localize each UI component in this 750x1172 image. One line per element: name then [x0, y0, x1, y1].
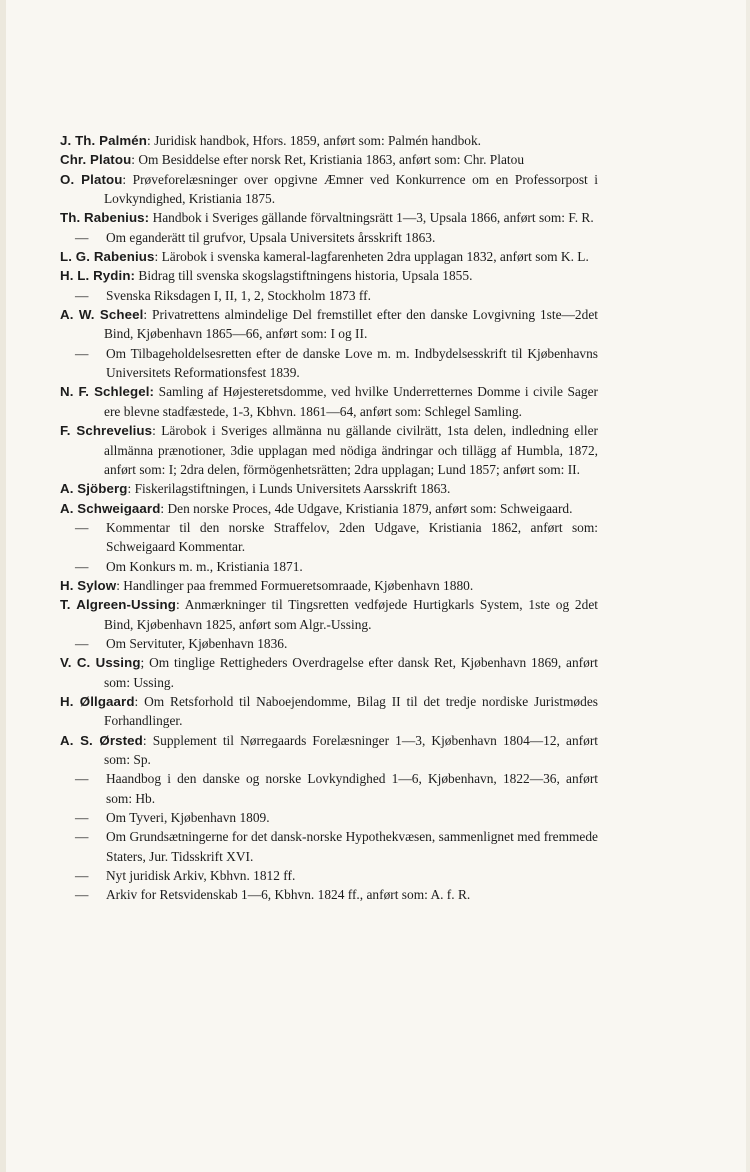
author-name: H. L. Rydin: [60, 268, 136, 284]
ditto-dash: — [75, 868, 89, 884]
bibliography-entry [60, 150, 598, 169]
entry-text: Om Tilbageholdelsesretten efter de danske Love m. m. Indbydelsesskrift til Kjøbenhavns Universitets Reformationsfest 1839. [106, 345, 598, 381]
author-name: Chr. Platou [60, 152, 132, 168]
bibliography-entry [60, 731, 598, 770]
author-name: Th. Rabenius: [60, 210, 150, 226]
author-name: H. Sylow [60, 577, 117, 593]
bibliography-entry [60, 131, 598, 150]
entry-text: : Handlinger paa fremmed Formueretsomraade, Kjøbenhavn 1880. [116, 577, 474, 593]
bibliography-entry [60, 421, 598, 479]
ditto-dash: — [75, 287, 89, 303]
author-name: V. C. Ussing [60, 655, 141, 671]
ditto-dash: — [75, 345, 89, 361]
author-name: F. Schrevelius [60, 423, 153, 439]
entry-text: : Lärobok i svenska kameral-lagfarenheten 2dra upplagan 1832, anført som K. L. [154, 249, 589, 265]
entry-text: Haandbog i den danske og norske Lovkyndighed 1—6, Kjøbenhavn, 1822—36, anført som: Hb. [106, 771, 598, 806]
bibliography-entry [60, 170, 598, 209]
entry-text: : Fiskerilagstiftningen, i Lunds Universitets Aarsskrift 1863. [127, 481, 451, 497]
author-name: A. S. Ørsted [60, 732, 143, 748]
ditto-dash: — [75, 635, 89, 651]
bibliography-entry [60, 208, 598, 227]
bibliography-entry [60, 382, 598, 421]
author-name: A. Schweigaard [60, 500, 161, 516]
ditto-dash: — [75, 810, 89, 826]
bibliography-list [60, 131, 598, 905]
bibliography-subentry [60, 518, 598, 557]
ditto-dash: — [75, 229, 89, 245]
bibliography-entry [60, 305, 598, 344]
ditto-dash: — [75, 771, 89, 787]
entry-text: Om eganderätt til grufvor, Upsala Universitets årsskrift 1863. [106, 229, 436, 245]
bibliography-subentry [60, 808, 598, 827]
entry-text: Arkiv for Retsvidenskab 1—6, Kbhvn. 1824 ff., anført som: A. f. R. [106, 887, 471, 903]
entry-text: Om Servituter, Kjøbenhavn 1836. [106, 635, 288, 651]
bibliography-subentry [60, 866, 598, 885]
bibliography-entry [60, 499, 598, 518]
bibliography-subentry [60, 885, 598, 904]
author-name: H. Øllgaard [60, 693, 135, 709]
ditto-dash: — [75, 558, 89, 574]
author-name: N. F. Schlegel: [60, 384, 155, 400]
bibliography-subentry [60, 769, 598, 808]
ditto-dash: — [75, 519, 89, 535]
bibliography-subentry [60, 286, 598, 305]
entry-text: : Juridisk handbok, Hfors. 1859, anført som: Palmén handbok. [147, 133, 482, 148]
entry-text: : Anmærkninger til Tingsretten vedføjede Hurtigkarls System, 1ste og 2det Bind, Kjøbenhavn 1825, anført som Algr.-Ussing. [104, 597, 598, 632]
entry-text: Om Grundsætningerne for det dansk-norske Hypothekvæsen, sammenlignet med fremmede Staters, Jur. Tidsskrift XVI. [106, 829, 598, 864]
entry-text: : Lärobok i Sveriges allmänna nu gällande civilrätt, 1sta delen, indledning eller allmänna prænotioner, 3die upplagan med nödiga ändringar och tillägg af Humbla, 1872, anført som: I; 2dra delen, förmögenhetsrätten; 2dra upplagan; Lund 1857; anført som: II. [104, 423, 598, 477]
bibliography-subentry [60, 344, 598, 383]
entry-text: : Om Retsforhold til Naboejendomme, Bilag II til det tredje nordiske Juristmødes Forhandlinger. [104, 693, 598, 729]
entry-text: : Den norske Proces, 4de Udgave, Kristiania 1879, anført som: Schweigaard. [160, 500, 573, 516]
bibliography-subentry [60, 634, 598, 653]
author-name: O. Platou [60, 171, 123, 187]
entry-text: Kommentar til den norske Straffelov, 2den Udgave, Kristiania 1862, anført som: Schweigaard Kommentar. [106, 519, 598, 555]
bibliography-entry [60, 595, 598, 634]
bibliography-entry [60, 692, 598, 731]
entry-text: Om Konkurs m. m., Kristiania 1871. [106, 558, 303, 574]
bibliography-entry [60, 653, 598, 692]
author-name: A. W. Scheel [60, 307, 144, 323]
entry-text: : Supplement til Nørregaards Forelæsninger 1—3, Kjøbenhavn 1804—12, anført som: Sp. [104, 732, 598, 767]
entry-text: Samling af Højesteretsdomme, ved hvilke Underretternes Domme i civile Sager ere blevne stadfæstede, 1-3, Kbhvn. 1861—64, anført som: Schlegel Samling. [104, 384, 598, 419]
author-name: L. G. Rabenius [60, 249, 155, 265]
bibliography-entry [60, 266, 598, 285]
ditto-dash: — [75, 829, 89, 845]
bibliography-entry [60, 247, 598, 266]
entry-text: ; Om tinglige Rettigheders Overdragelse efter dansk Ret, Kjøbenhavn 1869, anført som: Ussing. [104, 655, 598, 690]
bibliography-subentry [60, 557, 598, 576]
author-name: A. Sjöberg [60, 481, 128, 497]
entry-text: : Privatrettens almindelige Del fremstillet efter den danske Lovgivning 1ste—2det Bind, Kjøbenhavn 1865—66, anført som: I og II. [104, 307, 598, 342]
entry-text: Handbok i Sveriges gällande förvaltningsrätt 1—3, Upsala 1866, anført som: F. R. [149, 210, 594, 226]
entry-text: Om Tyveri, Kjøbenhavn 1809. [106, 810, 270, 826]
ditto-dash: — [75, 887, 89, 903]
bibliography-subentry [60, 827, 598, 866]
author-name: J. Th. Palmén [60, 133, 148, 148]
bibliography-entry [60, 576, 598, 595]
bibliography-entry [60, 479, 598, 498]
entry-text: : Prøveforelæsninger over opgivne Æmner ved Konkurrence om en Professorpost i Lovkyndighed, Kristiania 1875. [104, 171, 598, 207]
entry-text: : Om Besiddelse efter norsk Ret, Kristiania 1863, anført som: Chr. Platou [131, 152, 525, 168]
entry-text: Nyt juridisk Arkiv, Kbhvn. 1812 ff. [106, 868, 296, 884]
author-name: T. Algreen-Ussing [60, 597, 176, 613]
bibliography-subentry [60, 228, 598, 247]
entry-text: Svenska Riksdagen I, II, 1, 2, Stockholm 1873 ff. [106, 287, 371, 303]
entry-text: Bidrag till svenska skogslagstiftningens historia, Upsala 1855. [135, 268, 473, 284]
